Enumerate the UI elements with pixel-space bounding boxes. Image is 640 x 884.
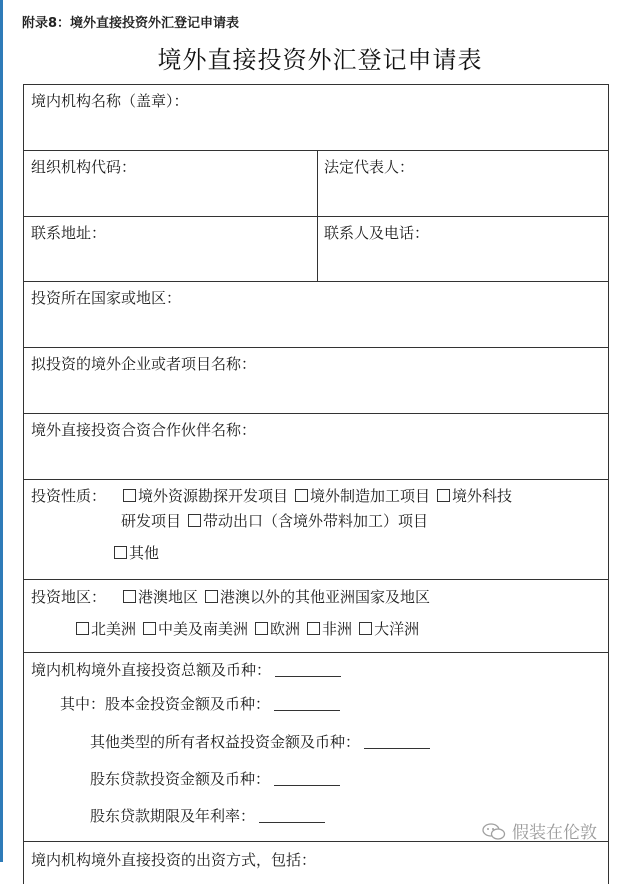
checkbox[interactable] [143, 622, 156, 635]
loan-amount-line: 股东贷款投资金额及币种： [90, 768, 340, 789]
entity-name-label: 境内机构名称（盖章）： [31, 92, 189, 110]
checkbox[interactable] [307, 622, 320, 635]
partner-label: 境外直接投资合资合作伙伴名称： [31, 421, 257, 439]
equity-amount-blank[interactable] [364, 734, 430, 749]
loan-amount-blank[interactable] [274, 771, 340, 786]
total-amount-blank[interactable] [275, 662, 341, 677]
region-options-line-2 [76, 618, 426, 639]
checkbox[interactable] [76, 622, 89, 635]
org-code-label: 组织机构代码： [31, 158, 137, 176]
region-option-europe[interactable]: 欧洲 [255, 618, 300, 639]
region-option-latin-america[interactable]: 中美及南美洲 [143, 618, 248, 639]
row-partner [24, 414, 608, 480]
nature-options-line-2 [121, 510, 435, 531]
checkbox[interactable] [114, 546, 127, 559]
invest-country-label: 投资所在国家或地区： [31, 289, 182, 307]
loan-term-blank[interactable] [259, 808, 325, 823]
nature-option-export[interactable]: 带动出口（含境外带料加工）项目 [188, 510, 428, 531]
left-accent-bar [0, 0, 3, 862]
total-amount-line: 境内机构境外直接投资总额及币种： [31, 659, 341, 680]
contact-label: 联系人及电话： [324, 224, 430, 242]
contribution-method-label: 境内机构境外直接投资的出资方式，包括： [31, 851, 317, 869]
region-options-line-1 [123, 586, 437, 607]
application-form [23, 84, 609, 884]
nature-option-manufacturing[interactable]: 境外制造加工项目 [295, 485, 430, 506]
region-option-north-america[interactable]: 北美洲 [76, 618, 136, 639]
region-option-hk-macau[interactable]: 港澳地区 [123, 586, 198, 607]
region-option-oceania[interactable]: 大洋洲 [359, 618, 419, 639]
checkbox[interactable] [437, 489, 450, 502]
capital-amount-blank[interactable] [274, 696, 340, 711]
row-overseas-project [24, 348, 608, 414]
loan-term-line: 股东贷款期限及年利率： [90, 805, 325, 826]
page-title: 境外直接投资外汇登记申请表 [157, 46, 483, 74]
row-invest-country [24, 282, 608, 348]
region-option-africa[interactable]: 非洲 [307, 618, 352, 639]
checkbox[interactable] [295, 489, 308, 502]
address-label: 联系地址： [31, 224, 107, 242]
nature-option-rd-continuation: 研发项目 [121, 512, 182, 530]
legal-rep-label: 法定代表人： [324, 158, 415, 176]
checkbox[interactable] [359, 622, 372, 635]
region-option-other-asia[interactable]: 港澳以外的其他亚洲国家及地区 [205, 586, 430, 607]
appendix-heading: 附录8：境外直接投资外汇登记申请表 [22, 16, 240, 31]
region-label: 投资地区： [31, 588, 107, 606]
nature-options-line-1 [123, 485, 519, 506]
checkbox[interactable] [123, 590, 136, 603]
watermark-text: 假装在伦敦 [512, 823, 597, 843]
row-org-code [24, 151, 608, 217]
nature-options-line-3 [114, 542, 166, 563]
row-investment-nature [24, 480, 608, 580]
checkbox[interactable] [188, 514, 201, 527]
overseas-project-label: 拟投资的境外企业或者项目名称： [31, 355, 257, 373]
row-investment-amounts [24, 653, 608, 842]
checkbox[interactable] [255, 622, 268, 635]
row-investment-region [24, 580, 608, 653]
row-address [24, 217, 608, 282]
nature-option-technology[interactable]: 境外科技 [437, 485, 512, 506]
capital-amount-line: 其中：股本金投资金额及币种： [60, 693, 340, 714]
checkbox[interactable] [123, 489, 136, 502]
contact-cell [317, 217, 608, 281]
nature-option-other[interactable]: 其他 [114, 542, 159, 563]
nature-label: 投资性质： [31, 487, 107, 505]
checkbox[interactable] [205, 590, 218, 603]
address-cell [24, 217, 317, 281]
nature-option-resources[interactable]: 境外资源勘探开发项目 [123, 485, 288, 506]
equity-amount-line: 其他类型的所有者权益投资金额及币种： [90, 731, 430, 752]
row-contribution-method [24, 842, 608, 882]
org-code-cell [24, 151, 317, 216]
watermark [482, 818, 597, 843]
legal-rep-cell [317, 151, 608, 216]
wechat-icon [482, 823, 506, 841]
row-entity-name [24, 85, 608, 151]
